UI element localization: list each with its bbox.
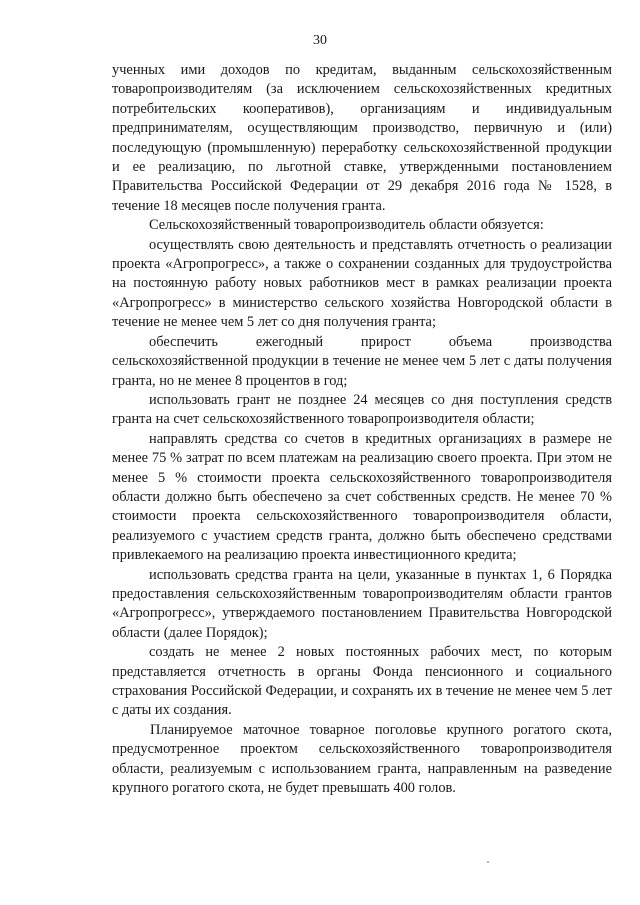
paragraph-production-growth: обеспечить ежегодный прирост объема производства сельскохозяйственной продукции в течение не менее чем 5 лет с даты получения гранта, но не менее 8 процентов в год; — [112, 333, 612, 389]
paragraph-reporting: осуществлять свою деятельность и представлять отчетность о реализации проекта «Агропрогресс», а также о сохранении созданных для трудоустройства на постоянную работу новых работников мест в рамках реализации проекта «Агропрогресс» в министерство сельского хозяйства Новгородской области в течение не менее чем 5 лет со дня получения гранта; — [112, 236, 612, 331]
paragraph-obligations-intro: Сельскохозяйственный товаропроизводитель области обязуется: — [149, 217, 544, 234]
scan-speck — [487, 861, 489, 863]
page-number: 30 — [313, 33, 327, 48]
paragraph-jobs: создать не менее 2 новых постоянных рабочих мест, по которым представляется отчетность в органы Фонда пенсионного и социального страхования Российской Федерации, и сохранять их в течение не менее чем 5 лет с даты их создания. — [112, 644, 612, 719]
paragraph-grant-usage-term: использовать грант не позднее 24 месяцев со дня поступления средств гранта на счет сельскохозяйственного товаропроизводителя области; — [112, 391, 612, 428]
paragraph-grant-purpose: использовать средства гранта на цели, указанные в пунктах 1, 6 Порядка предоставления сельскохозяйственным товаропроизводителям области грантов «Агропрогресс», утверждаемого постановлением Правительства Новгородской области (далее Порядок); — [112, 566, 612, 641]
paragraph-livestock-limit: Планируемое маточное товарное поголовье крупного рогатого скота, предусмотренное проектом сельскохозяйственного товаропроизводителя области, реализуемым с использованием гранта, направленным на разведение крупного рогатого скота, не будет превышать 400 голов. — [112, 721, 612, 797]
paragraph-continued: ученных ими доходов по кредитам, выданным сельскохозяйственным товаропроизводителям (за исключением сельскохозяйственных кредитных потребительских кооперативов), организациям и индивидуальным предпринимателям, осуществляющим производство, первичную и (или) последующую (промышленную) переработку сельскохозяйственной продукции и ее реализацию, по льготной ставке, утвержденными постановлением Правительства Российской Федерации от 29 декабря 2016 года № 1528, в течение 18 месяцев после получения гранта. — [112, 62, 612, 214]
document-body — [112, 61, 612, 798]
paragraph-funding-structure: направлять средства со счетов в кредитных организациях в размере не менее 75 % затрат по всем платежам на реализацию своего проекта. При этом не менее 5 % стоимости проекта сельскохозяйственного товаропроизводителя области должно быть обеспечено за счет собственных средств. Не менее 70 % стоимости проекта сельскохозяйственного товаропроизводителя области, реализуемого с участием средств гранта, должно быть обеспечено средствами привлекаемого на реализацию проекта инвестиционного кредита; — [112, 430, 612, 564]
